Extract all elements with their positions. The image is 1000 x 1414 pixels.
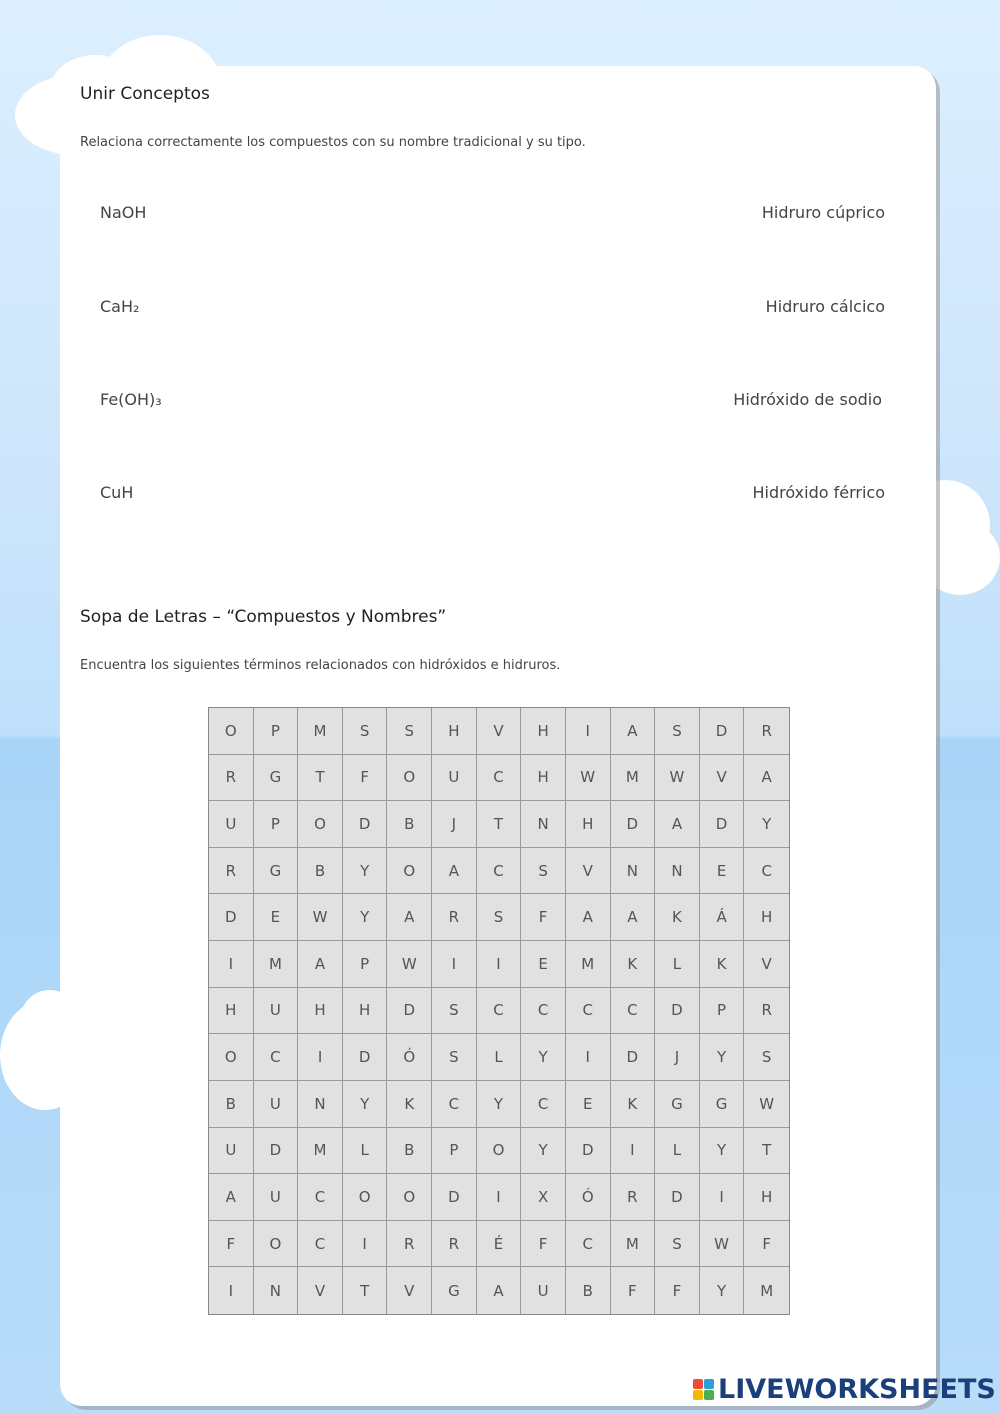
- wordsearch-cell[interactable]: K: [655, 894, 700, 941]
- wordsearch-cell[interactable]: V: [298, 1267, 343, 1314]
- wordsearch-cell[interactable]: E: [521, 941, 566, 988]
- wordsearch-cell[interactable]: N: [298, 1081, 343, 1128]
- wordsearch-cell[interactable]: A: [655, 801, 700, 848]
- wordsearch-cell[interactable]: I: [611, 1128, 656, 1175]
- wordsearch-cell[interactable]: P: [700, 988, 745, 1035]
- wordsearch-cell[interactable]: A: [611, 894, 656, 941]
- wordsearch-cell[interactable]: I: [343, 1221, 388, 1268]
- wordsearch-cell[interactable]: N: [254, 1267, 299, 1314]
- wordsearch-cell[interactable]: R: [611, 1174, 656, 1221]
- wordsearch-cell[interactable]: H: [566, 801, 611, 848]
- wordsearch-cell[interactable]: M: [611, 755, 656, 802]
- wordsearch-cell[interactable]: D: [343, 1034, 388, 1081]
- wordsearch-cell[interactable]: K: [387, 1081, 432, 1128]
- wordsearch-cell[interactable]: A: [298, 941, 343, 988]
- wordsearch-cell[interactable]: D: [611, 801, 656, 848]
- wordsearch-cell[interactable]: O: [343, 1174, 388, 1221]
- wordsearch-cell[interactable]: D: [209, 894, 254, 941]
- wordsearch-cell[interactable]: N: [521, 801, 566, 848]
- wordsearch-section-title: Sopa de Letras – “Compuestos y Nombres”: [80, 607, 447, 627]
- wordsearch-cell[interactable]: G: [254, 755, 299, 802]
- wordsearch-cell[interactable]: O: [209, 708, 254, 755]
- wordsearch-cell[interactable]: B: [387, 801, 432, 848]
- wordsearch-cell[interactable]: V: [477, 708, 522, 755]
- wordsearch-cell[interactable]: J: [655, 1034, 700, 1081]
- match-left-item[interactable]: CuH: [100, 483, 134, 502]
- wordsearch-cell[interactable]: W: [566, 755, 611, 802]
- wordsearch-cell[interactable]: D: [611, 1034, 656, 1081]
- wordsearch-cell[interactable]: R: [432, 1221, 477, 1268]
- wordsearch-cell[interactable]: F: [744, 1221, 789, 1268]
- match-left-item[interactable]: NaOH: [100, 203, 147, 222]
- wordsearch-cell[interactable]: T: [477, 801, 522, 848]
- wordsearch-cell[interactable]: I: [566, 708, 611, 755]
- wordsearch-cell[interactable]: J: [432, 801, 477, 848]
- wordsearch-cell[interactable]: P: [432, 1128, 477, 1175]
- match-right-item[interactable]: Hidruro cúprico: [761, 203, 885, 222]
- wordsearch-cell[interactable]: P: [254, 708, 299, 755]
- wordsearch-cell[interactable]: I: [566, 1034, 611, 1081]
- wordsearch-cell[interactable]: S: [387, 708, 432, 755]
- wordsearch-cell[interactable]: R: [209, 848, 254, 895]
- wordsearch-cell[interactable]: G: [254, 848, 299, 895]
- wordsearch-cell[interactable]: S: [521, 848, 566, 895]
- wordsearch-cell[interactable]: K: [611, 1081, 656, 1128]
- wordsearch-cell[interactable]: H: [521, 708, 566, 755]
- wordsearch-cell[interactable]: Y: [343, 894, 388, 941]
- match-left-item[interactable]: CaH₂: [100, 297, 140, 316]
- wordsearch-cell[interactable]: A: [611, 708, 656, 755]
- wordsearch-cell[interactable]: H: [521, 755, 566, 802]
- liveworksheets-logo: [693, 1374, 996, 1405]
- wordsearch-cell[interactable]: R: [387, 1221, 432, 1268]
- match-left-item[interactable]: Fe(OH)₃: [100, 390, 162, 409]
- wordsearch-cell[interactable]: D: [566, 1128, 611, 1175]
- wordsearch-cell[interactable]: H: [744, 894, 789, 941]
- wordsearch-cell[interactable]: U: [254, 1174, 299, 1221]
- wordsearch-cell[interactable]: I: [209, 1267, 254, 1314]
- wordsearch-cell[interactable]: C: [477, 755, 522, 802]
- wordsearch-cell[interactable]: M: [760, 1281, 774, 1300]
- wordsearch-cell[interactable]: D: [700, 708, 745, 755]
- wordsearch-cell[interactable]: H: [744, 1174, 789, 1221]
- wordsearch-cell[interactable]: O: [209, 1034, 254, 1081]
- wordsearch-cell[interactable]: O: [298, 801, 343, 848]
- wordsearch-cell[interactable]: F: [655, 1267, 700, 1314]
- wordsearch-cell[interactable]: D: [254, 1128, 299, 1175]
- wordsearch-cell[interactable]: W: [298, 894, 343, 941]
- wordsearch-grid: [208, 707, 790, 1315]
- wordsearch-cell[interactable]: C: [566, 1221, 611, 1268]
- wordsearch-cell[interactable]: D: [655, 988, 700, 1035]
- wordsearch-cell[interactable]: F: [521, 1221, 566, 1268]
- wordsearch-cell[interactable]: C: [477, 988, 522, 1035]
- wordsearch-cell[interactable]: U: [254, 1081, 299, 1128]
- wordsearch-cell[interactable]: T: [744, 1128, 789, 1175]
- wordsearch-cell[interactable]: W: [700, 1221, 745, 1268]
- wordsearch-cell[interactable]: B: [298, 848, 343, 895]
- wordsearch-cell[interactable]: B: [209, 1081, 254, 1128]
- wordsearch-cell[interactable]: R: [744, 708, 789, 755]
- wordsearch-cell[interactable]: A: [477, 1267, 522, 1314]
- wordsearch-cell[interactable]: V: [566, 848, 611, 895]
- wordsearch-cell[interactable]: S: [655, 1221, 700, 1268]
- wordsearch-cell[interactable]: G: [700, 1081, 745, 1128]
- wordsearch-cell[interactable]: Y: [744, 801, 789, 848]
- wordsearch-cell[interactable]: D: [700, 801, 745, 848]
- wordsearch-cell[interactable]: C: [254, 1034, 299, 1081]
- wordsearch-cell[interactable]: Y: [343, 848, 388, 895]
- wordsearch-cell[interactable]: R: [209, 755, 254, 802]
- wordsearch-cell[interactable]: Y: [477, 1081, 522, 1128]
- wordsearch-cell[interactable]: H: [343, 988, 388, 1035]
- wordsearch-cell[interactable]: O: [254, 1221, 299, 1268]
- wordsearch-cell[interactable]: K: [611, 941, 656, 988]
- wordsearch-cell[interactable]: I: [477, 941, 522, 988]
- wordsearch-cell[interactable]: E: [254, 894, 299, 941]
- wordsearch-cell[interactable]: Y: [700, 1034, 745, 1081]
- wordsearch-cell[interactable]: U: [254, 988, 299, 1035]
- wordsearch-cell[interactable]: C: [432, 1081, 477, 1128]
- wordsearch-cell[interactable]: W: [387, 941, 432, 988]
- wordsearch-cell[interactable]: V: [744, 941, 789, 988]
- wordsearch-cell[interactable]: I: [432, 941, 477, 988]
- wordsearch-cell[interactable]: O: [477, 1128, 522, 1175]
- logo-mark-icon: [693, 1379, 714, 1400]
- wordsearch-cell[interactable]: O: [387, 755, 432, 802]
- wordsearch-cell[interactable]: C: [521, 1081, 566, 1128]
- wordsearch-cell[interactable]: S: [744, 1034, 789, 1081]
- wordsearch-cell[interactable]: F: [611, 1267, 656, 1314]
- match-right-item[interactable]: Hidruro cálcico: [765, 297, 885, 316]
- wordsearch-cell[interactable]: Y: [343, 1081, 388, 1128]
- wordsearch-cell[interactable]: M: [254, 941, 299, 988]
- match-right-item[interactable]: Hidróxido de sodio: [733, 390, 882, 409]
- wordsearch-cell[interactable]: A: [566, 894, 611, 941]
- wordsearch-instruction: Encuentra los siguientes términos relacionados con hidróxidos e hidruros.: [80, 658, 561, 673]
- wordsearch-cell[interactable]: I: [477, 1174, 522, 1221]
- wordsearch-cell[interactable]: L: [477, 1034, 522, 1081]
- wordsearch-cell[interactable]: Á: [700, 894, 745, 941]
- match-instruction: Relaciona correctamente los compuestos con su nombre tradicional y su tipo.: [80, 135, 586, 150]
- wordsearch-cell[interactable]: O: [387, 848, 432, 895]
- wordsearch-cell[interactable]: L: [655, 1128, 700, 1175]
- wordsearch-cell[interactable]: K: [700, 941, 745, 988]
- wordsearch-cell[interactable]: F: [209, 1221, 254, 1268]
- wordsearch-cell[interactable]: U: [209, 801, 254, 848]
- wordsearch-cell[interactable]: Y: [700, 1128, 745, 1175]
- wordsearch-cell[interactable]: U: [521, 1267, 566, 1314]
- wordsearch-cell[interactable]: A: [432, 848, 477, 895]
- wordsearch-cell[interactable]: T: [343, 1267, 388, 1314]
- wordsearch-cell[interactable]: F: [343, 755, 388, 802]
- wordsearch-cell[interactable]: Ó: [566, 1174, 611, 1221]
- wordsearch-cell[interactable]: C: [477, 848, 522, 895]
- wordsearch-cell[interactable]: C: [298, 1174, 343, 1221]
- wordsearch-cell[interactable]: B: [387, 1128, 432, 1175]
- wordsearch-cell[interactable]: M: [611, 1221, 656, 1268]
- wordsearch-cell[interactable]: D: [387, 988, 432, 1035]
- wordsearch-cell[interactable]: V: [700, 755, 745, 802]
- wordsearch-cell[interactable]: U: [209, 1128, 254, 1175]
- wordsearch-cell[interactable]: A: [744, 755, 789, 802]
- wordsearch-cell[interactable]: D: [343, 801, 388, 848]
- wordsearch-cell[interactable]: O: [387, 1174, 432, 1221]
- wordsearch-cell[interactable]: G: [432, 1267, 477, 1314]
- wordsearch-cell[interactable]: A: [209, 1174, 254, 1221]
- wordsearch-cell[interactable]: R: [744, 988, 789, 1035]
- wordsearch-cell[interactable]: H: [209, 988, 254, 1035]
- wordsearch-cell[interactable]: D: [655, 1174, 700, 1221]
- wordsearch-cell[interactable]: L: [343, 1128, 388, 1175]
- wordsearch-cell[interactable]: A: [387, 894, 432, 941]
- wordsearch-cell[interactable]: L: [655, 941, 700, 988]
- wordsearch-cell[interactable]: S: [655, 708, 700, 755]
- wordsearch-cell[interactable]: Y: [521, 1128, 566, 1175]
- wordsearch-cell[interactable]: N: [655, 848, 700, 895]
- wordsearch-cell[interactable]: P: [254, 801, 299, 848]
- wordsearch-cell[interactable]: D: [432, 1174, 477, 1221]
- wordsearch-cell[interactable]: U: [432, 755, 477, 802]
- wordsearch-cell[interactable]: H: [432, 708, 477, 755]
- wordsearch-cell[interactable]: P: [343, 941, 388, 988]
- match-section-title: Unir Conceptos: [80, 84, 210, 104]
- wordsearch-cell[interactable]: S: [432, 988, 477, 1035]
- wordsearch-cell[interactable]: I: [700, 1174, 745, 1221]
- wordsearch-cell[interactable]: É: [477, 1221, 522, 1268]
- wordsearch-cell[interactable]: M: [298, 708, 343, 755]
- wordsearch-cell[interactable]: T: [298, 755, 343, 802]
- wordsearch-cell[interactable]: S: [343, 708, 388, 755]
- wordsearch-cell[interactable]: H: [298, 988, 343, 1035]
- wordsearch-cell[interactable]: X: [521, 1174, 566, 1221]
- wordsearch-cell[interactable]: C: [744, 848, 789, 895]
- wordsearch-cell[interactable]: E: [566, 1081, 611, 1128]
- wordsearch-cell[interactable]: I: [209, 941, 254, 988]
- wordsearch-cell[interactable]: R: [432, 894, 477, 941]
- wordsearch-cell[interactable]: Ó: [387, 1034, 432, 1081]
- wordsearch-cell[interactable]: M: [298, 1128, 343, 1175]
- match-right-item[interactable]: Hidróxido férrico: [752, 483, 885, 502]
- wordsearch-cell[interactable]: W: [744, 1081, 789, 1128]
- wordsearch-cell[interactable]: S: [432, 1034, 477, 1081]
- wordsearch-cell[interactable]: V: [387, 1267, 432, 1314]
- wordsearch-cell[interactable]: E: [700, 848, 745, 895]
- wordsearch-cell[interactable]: Y: [700, 1267, 745, 1314]
- wordsearch-cell[interactable]: M: [566, 941, 611, 988]
- wordsearch-cell[interactable]: S: [477, 894, 522, 941]
- wordsearch-cell[interactable]: C: [298, 1221, 343, 1268]
- wordsearch-cell[interactable]: C: [521, 988, 566, 1035]
- logo-text: LIVEWORKSHEETS: [718, 1374, 996, 1405]
- wordsearch-cell[interactable]: C: [566, 988, 611, 1035]
- wordsearch-cell[interactable]: Y: [521, 1034, 566, 1081]
- wordsearch-cell[interactable]: G: [655, 1081, 700, 1128]
- wordsearch-cell[interactable]: I: [298, 1034, 343, 1081]
- wordsearch-cell[interactable]: C: [611, 988, 656, 1035]
- wordsearch-cell[interactable]: B: [566, 1267, 611, 1314]
- wordsearch-cell[interactable]: W: [655, 755, 700, 802]
- wordsearch-cell[interactable]: F: [521, 894, 566, 941]
- wordsearch-cell[interactable]: N: [611, 848, 656, 895]
